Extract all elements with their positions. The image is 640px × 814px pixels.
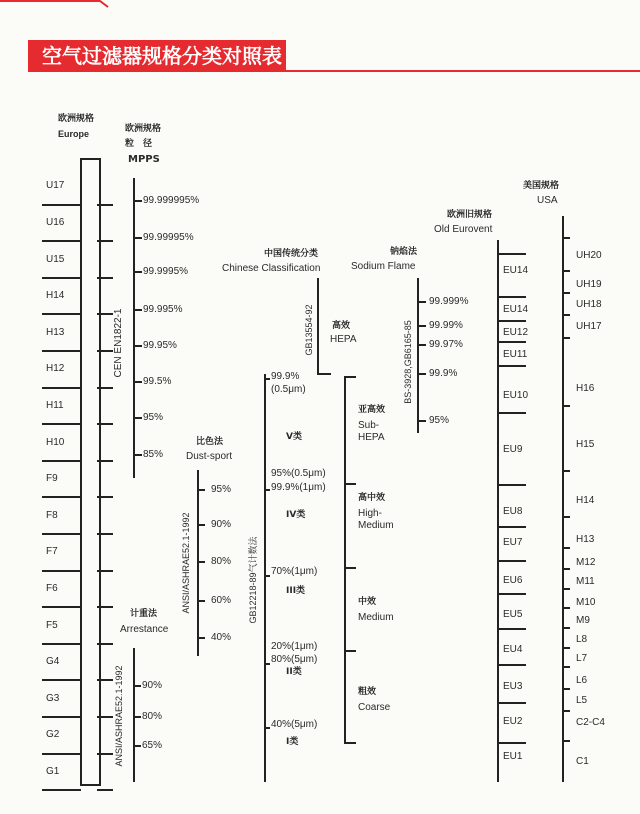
usa-boundary-tick bbox=[562, 292, 570, 294]
europe-boundary-tick bbox=[42, 643, 81, 645]
chinese-class-label: III类 bbox=[286, 586, 306, 596]
usa-boundary-tick bbox=[562, 314, 570, 316]
europe-grade-label: F8 bbox=[46, 510, 58, 521]
arrestance-axis bbox=[133, 648, 135, 782]
europe-boundary-tick bbox=[42, 679, 81, 681]
mpps-tick bbox=[133, 345, 142, 347]
europe-boundary-tick-right bbox=[97, 716, 113, 718]
usa-boundary-tick bbox=[562, 627, 570, 629]
europe-boundary-tick bbox=[42, 533, 81, 535]
usa-grade-label: UH20 bbox=[576, 250, 602, 261]
mpps-sub-zh: 粒 径 bbox=[125, 139, 153, 149]
eurovent-boundary-tick bbox=[497, 412, 526, 414]
arrestance-value: 90% bbox=[142, 680, 163, 691]
europe-boundary-tick bbox=[42, 277, 81, 279]
hepa-bracket bbox=[317, 278, 319, 374]
usa-boundary-tick bbox=[562, 405, 570, 407]
mpps-tick bbox=[133, 309, 142, 311]
sodium-tick bbox=[417, 301, 426, 303]
chinese-count-value: 99.9%(1μm) bbox=[271, 482, 326, 493]
eurovent-boundary-tick bbox=[497, 341, 526, 343]
sodium-title-zh: 钠焰法 bbox=[390, 247, 418, 257]
dustspot-tick bbox=[197, 600, 205, 602]
europe-scale-column bbox=[80, 158, 101, 786]
sodium-value: 99.999% bbox=[429, 296, 469, 307]
chinese-category-tick bbox=[344, 376, 356, 378]
usa-grade-label: H14 bbox=[576, 495, 595, 506]
eurovent-grade-label: EU3 bbox=[503, 681, 523, 692]
usa-grade-label: UH17 bbox=[576, 321, 602, 332]
europe-title-zh: 欧洲规格 bbox=[58, 114, 95, 124]
chinese-class-label: IV类 bbox=[286, 510, 306, 520]
europe-boundary-tick bbox=[42, 387, 81, 389]
mpps-tick bbox=[133, 381, 142, 383]
eurovent-grade-label: EU5 bbox=[503, 609, 523, 620]
arrestance-tick bbox=[133, 716, 141, 718]
eurovent-title-zh: 欧洲旧规格 bbox=[447, 210, 493, 220]
usa-boundary-tick bbox=[562, 740, 570, 742]
europe-boundary-tick bbox=[42, 204, 81, 206]
usa-grade-label: H13 bbox=[576, 534, 595, 545]
eurovent-boundary-tick bbox=[497, 742, 526, 744]
usa-boundary-tick bbox=[562, 688, 570, 690]
eurovent-boundary-tick bbox=[497, 664, 526, 666]
mpps-value: 99.999995% bbox=[143, 195, 200, 206]
eurovent-grade-label: EU9 bbox=[503, 444, 523, 455]
sodium-tick bbox=[417, 344, 426, 346]
top-accent-stroke bbox=[0, 0, 640, 8]
usa-boundary-tick bbox=[562, 337, 570, 339]
usa-boundary-tick bbox=[562, 710, 570, 712]
mpps-standard: CEN EN1822-1 bbox=[113, 308, 124, 378]
eurovent-boundary-tick bbox=[497, 560, 526, 562]
chinese-category-tick bbox=[344, 650, 356, 652]
europe-boundary-tick bbox=[42, 570, 81, 572]
chinese-category-en2: Medium bbox=[358, 520, 394, 531]
dustspot-value: 40% bbox=[211, 632, 232, 643]
europe-boundary-tick bbox=[42, 716, 81, 718]
chinese-category-en: Sub- bbox=[358, 420, 380, 431]
usa-boundary-tick bbox=[562, 666, 570, 668]
mpps-value: 95% bbox=[143, 412, 164, 423]
sodium-standard: BS-3928,GB6165-85 bbox=[403, 320, 413, 404]
chinese-category-en: Coarse bbox=[358, 702, 391, 713]
chinese-category-tick bbox=[344, 742, 356, 744]
eurovent-grade-label: EU2 bbox=[503, 716, 523, 727]
europe-boundary-tick bbox=[42, 753, 81, 755]
chinese-count-standard: GB12218-89气计数法 bbox=[248, 536, 258, 624]
chinese-category-zh: 亚高效 bbox=[358, 405, 386, 415]
usa-title-en: USA bbox=[537, 195, 558, 206]
chinese-category-tick bbox=[344, 567, 356, 569]
usa-axis bbox=[562, 216, 564, 782]
europe-boundary-tick-right bbox=[97, 313, 113, 315]
arrestance-value: 65% bbox=[142, 740, 163, 751]
usa-grade-label: C2-C4 bbox=[576, 717, 605, 728]
mpps-value: 99.995% bbox=[143, 304, 183, 315]
title-underline bbox=[286, 70, 640, 72]
chinese-class-label: I类 bbox=[286, 737, 299, 747]
europe-grade-label: H14 bbox=[46, 290, 65, 301]
eurovent-boundary-tick bbox=[497, 320, 526, 322]
chinese-category-en: High- bbox=[358, 508, 382, 519]
usa-grade-label: L7 bbox=[576, 653, 588, 664]
chinese-category-zh: 中效 bbox=[358, 597, 377, 607]
eurovent-boundary-tick bbox=[497, 593, 526, 595]
europe-boundary-tick bbox=[42, 240, 81, 242]
dustspot-tick bbox=[197, 489, 205, 491]
europe-boundary-tick bbox=[42, 423, 81, 425]
usa-boundary-tick bbox=[562, 237, 570, 239]
chinese-count-value: 95%(0.5μm) bbox=[271, 468, 326, 479]
chinese-count-tick bbox=[264, 663, 270, 665]
europe-boundary-tick-right bbox=[97, 570, 113, 572]
europe-grade-label: F6 bbox=[46, 583, 58, 594]
usa-boundary-tick bbox=[562, 568, 570, 570]
europe-boundary-tick-right bbox=[97, 350, 113, 352]
chinese-count-value: 70%(1μm) bbox=[271, 566, 318, 577]
chinese-count-value: 40%(5μm) bbox=[271, 719, 318, 730]
eurovent-title-en: Old Eurovent bbox=[434, 224, 493, 235]
chinese-count-tick bbox=[264, 575, 270, 577]
eurovent-boundary-tick bbox=[497, 628, 526, 630]
chinese-category-zh: 高中效 bbox=[358, 493, 386, 503]
chinese-class-label: V类 bbox=[286, 432, 302, 442]
usa-grade-label: H16 bbox=[576, 383, 595, 394]
mpps-tick bbox=[133, 271, 142, 273]
europe-grade-label: G2 bbox=[46, 729, 60, 740]
hepa-standard: GB13554-92 bbox=[304, 304, 314, 356]
chinese-count-value: (0.5μm) bbox=[271, 384, 306, 395]
europe-boundary-tick-right bbox=[97, 789, 113, 791]
chinese-count-tick bbox=[264, 378, 270, 380]
chinese-count-value: 80%(5μm) bbox=[271, 654, 318, 665]
europe-boundary-tick-right bbox=[97, 753, 113, 755]
sodium-title-en: Sodium Flame bbox=[351, 261, 416, 272]
europe-grade-label: F9 bbox=[46, 473, 58, 484]
dustspot-tick bbox=[197, 637, 205, 639]
europe-grade-label: G3 bbox=[46, 693, 60, 704]
dustspot-axis bbox=[197, 470, 199, 656]
europe-grade-label: G1 bbox=[46, 766, 60, 777]
europe-grade-label: H13 bbox=[46, 327, 65, 338]
arrestance-tick bbox=[133, 745, 141, 747]
dustspot-value: 95% bbox=[211, 484, 232, 495]
page-title: 空气过滤器规格分类对照表 bbox=[28, 40, 286, 72]
arrestance-standard: ANSI/ASHRAE52.1-1992 bbox=[114, 665, 124, 767]
europe-grade-label: H10 bbox=[46, 437, 65, 448]
dustspot-tick bbox=[197, 561, 205, 563]
mpps-value: 99.5% bbox=[143, 376, 172, 387]
chinese-category-en: Medium bbox=[358, 612, 394, 623]
eurovent-grade-label: EU10 bbox=[503, 390, 529, 401]
europe-grade-label: H12 bbox=[46, 363, 65, 374]
hepa-en: HEPA bbox=[330, 334, 357, 345]
europe-grade-label: G4 bbox=[46, 656, 60, 667]
mpps-tick bbox=[133, 454, 142, 456]
mpps-value: 99.9995% bbox=[143, 266, 189, 277]
sodium-value: 99.99% bbox=[429, 320, 463, 331]
chinese-title-en: Chinese Classification bbox=[222, 263, 321, 274]
europe-boundary-tick bbox=[42, 350, 81, 352]
dustspot-tick bbox=[197, 524, 205, 526]
usa-boundary-tick bbox=[562, 588, 570, 590]
europe-grade-label: H11 bbox=[46, 400, 64, 411]
mpps-value: 99.99995% bbox=[143, 232, 194, 243]
eurovent-grade-label: EU12 bbox=[503, 327, 529, 338]
eurovent-grade-label: EU4 bbox=[503, 644, 523, 655]
arrestance-value: 80% bbox=[142, 711, 163, 722]
usa-grade-label: L5 bbox=[576, 695, 588, 706]
dustspot-value: 90% bbox=[211, 519, 232, 530]
hepa-bracket-foot bbox=[317, 373, 331, 375]
sodium-tick bbox=[417, 373, 426, 375]
chinese-category-tick bbox=[344, 483, 356, 485]
europe-grade-label: F5 bbox=[46, 620, 58, 631]
arrestance-tick bbox=[133, 685, 141, 687]
eurovent-grade-label: EU1 bbox=[503, 751, 523, 762]
chinese-category-en2: HEPA bbox=[358, 432, 385, 443]
eurovent-boundary-tick bbox=[497, 702, 526, 704]
sodium-value: 99.97% bbox=[429, 339, 463, 350]
usa-grade-label: M9 bbox=[576, 615, 590, 626]
europe-boundary-tick-right bbox=[97, 496, 113, 498]
sodium-tick bbox=[417, 325, 426, 327]
mpps-tick bbox=[133, 417, 142, 419]
europe-boundary-tick bbox=[42, 606, 81, 608]
dustspot-value: 60% bbox=[211, 595, 232, 606]
eurovent-boundary-tick bbox=[497, 296, 526, 298]
eurovent-boundary-tick bbox=[497, 484, 526, 486]
europe-grade-label: U15 bbox=[46, 254, 65, 265]
usa-grade-label: M11 bbox=[576, 576, 595, 587]
eurovent-grade-label: EU14 bbox=[503, 265, 529, 276]
chinese-count-tick bbox=[264, 489, 270, 491]
usa-boundary-tick bbox=[562, 647, 570, 649]
europe-boundary-tick-right bbox=[97, 533, 113, 535]
usa-grade-label: UH19 bbox=[576, 279, 602, 290]
mpps-value: 85% bbox=[143, 449, 164, 460]
usa-grade-label: C1 bbox=[576, 756, 589, 767]
chinese-count-value: 20%(1μm) bbox=[271, 641, 318, 652]
europe-boundary-tick-right bbox=[97, 204, 113, 206]
sodium-value: 99.9% bbox=[429, 368, 458, 379]
eurovent-boundary-tick bbox=[497, 365, 526, 367]
mpps-axis bbox=[133, 178, 135, 478]
mpps-tick bbox=[133, 237, 142, 239]
usa-title-zh: 美国规格 bbox=[523, 181, 560, 191]
sodium-tick bbox=[417, 420, 426, 422]
chinese-count-axis bbox=[264, 374, 266, 782]
usa-grade-label: M12 bbox=[576, 557, 596, 568]
europe-boundary-tick bbox=[42, 789, 81, 791]
europe-boundary-tick bbox=[42, 460, 81, 462]
dustspot-title-en: Dust-sport bbox=[186, 451, 233, 462]
usa-boundary-tick bbox=[562, 607, 570, 609]
eurovent-grade-label: EU8 bbox=[503, 506, 523, 517]
chinese-category-axis bbox=[344, 376, 346, 744]
usa-grade-label: M10 bbox=[576, 597, 596, 608]
eurovent-grade-label: EU14 bbox=[503, 304, 529, 315]
arrestance-title-en: Arrestance bbox=[120, 624, 169, 635]
hepa-zh: 高效 bbox=[332, 321, 351, 331]
europe-grade-label: F7 bbox=[46, 546, 58, 557]
europe-boundary-tick-right bbox=[97, 460, 113, 462]
chinese-category-zh: 粗效 bbox=[358, 687, 377, 697]
europe-boundary-tick-right bbox=[97, 643, 113, 645]
europe-boundary-tick bbox=[42, 313, 81, 315]
mpps-value: 99.95% bbox=[143, 340, 177, 351]
mpps-title-zh: 欧洲规格 bbox=[125, 124, 162, 134]
dustspot-title-zh: 比色法 bbox=[196, 437, 224, 447]
usa-grade-label: UH18 bbox=[576, 299, 602, 310]
europe-boundary-tick-right bbox=[97, 387, 113, 389]
usa-boundary-tick bbox=[562, 547, 570, 549]
eurovent-grade-label: EU7 bbox=[503, 537, 523, 548]
europe-grade-label: U16 bbox=[46, 217, 65, 228]
chinese-class-label: II类 bbox=[286, 667, 302, 677]
europe-boundary-tick-right bbox=[97, 423, 113, 425]
usa-grade-label: L6 bbox=[576, 675, 588, 686]
arrestance-title-zh: 计重法 bbox=[130, 609, 158, 619]
usa-boundary-tick bbox=[562, 470, 570, 472]
europe-title-en: Europe bbox=[58, 129, 90, 139]
eurovent-boundary-tick bbox=[497, 526, 526, 528]
usa-grade-label: L8 bbox=[576, 634, 588, 645]
usa-boundary-tick bbox=[562, 270, 570, 272]
europe-boundary-tick bbox=[42, 496, 81, 498]
chinese-title-zh: 中国传统分类 bbox=[264, 249, 319, 259]
europe-boundary-tick-right bbox=[97, 277, 113, 279]
mpps-tick bbox=[133, 200, 142, 202]
europe-grade-label: U17 bbox=[46, 180, 65, 191]
mpps-title-en: MPPS bbox=[128, 154, 160, 165]
sodium-value: 95% bbox=[429, 415, 450, 426]
usa-grade-label: H15 bbox=[576, 439, 595, 450]
eurovent-grade-label: EU6 bbox=[503, 575, 523, 586]
chinese-count-value: 99.9% bbox=[271, 371, 300, 382]
chinese-count-tick bbox=[264, 727, 270, 729]
eurovent-boundary-tick bbox=[497, 253, 526, 255]
europe-boundary-tick-right bbox=[97, 679, 113, 681]
eurovent-grade-label: EU11 bbox=[503, 349, 528, 360]
dustspot-value: 80% bbox=[211, 556, 232, 567]
usa-boundary-tick bbox=[562, 516, 570, 518]
europe-boundary-tick-right bbox=[97, 606, 113, 608]
europe-boundary-tick-right bbox=[97, 240, 113, 242]
dustspot-standard: ANSI/ASHRAE52.1-1992 bbox=[181, 512, 191, 614]
